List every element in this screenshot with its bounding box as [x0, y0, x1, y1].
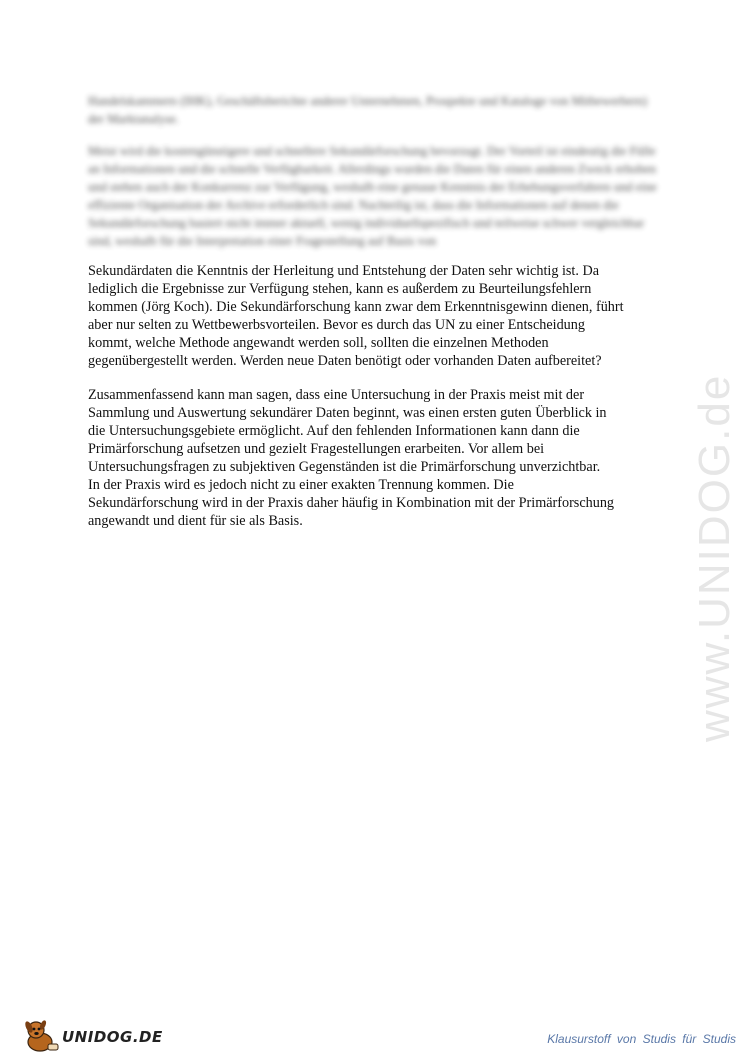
- text-line: kommt, welche Methode angewandt werden soll, sollten die einzelnen Methoden: [88, 335, 549, 351]
- text-line: Sekundärforschung wird in der Praxis daher häufig in Kombination mit der Primärforschung: [88, 495, 615, 511]
- text-line: kommen (Jörg Koch). Die Sekundärforschung kann zwar dem Erkenntnisgewinn dienen, führt: [88, 299, 624, 315]
- text-line: Sekundärdaten die Kenntnis der Herleitung und Entstehung der Daten sehr wichtig ist. Da: [88, 263, 600, 279]
- footer-tagline: Klausurstoff von Studis für Studis: [547, 1032, 736, 1046]
- dog-icon: [22, 1018, 62, 1054]
- blurred-text: Handelskammern (IHK), Geschäftsberichte anderer Unternehmen, Prospekte und Kataloge von Mitbewerbern) der Marktanalyse.: [88, 94, 648, 126]
- text-line: Sammlung und Auswertung sekundärer Daten beginnt, was einen ersten guten Überblick in: [88, 405, 607, 421]
- text-line: aber nur selten zu Wettbewerbsvorteilen. Bevor es durch das UN zu einer Entscheidung: [88, 317, 585, 333]
- blurred-paragraph: [88, 142, 660, 250]
- logo-text: UNIDOG.DE: [62, 1028, 163, 1046]
- text-line: die Untersuchungsgebiete ermöglicht. Auf den fehlenden Informationen kann dann die: [88, 423, 580, 439]
- text-line: gegenübergestellt werden. Werden neue Daten benötigt oder vorhanden Daten aufbereitet?: [88, 353, 602, 369]
- paragraph-2: [88, 386, 668, 530]
- paragraph-1: [88, 262, 668, 370]
- text-line: angewandt und dient für sie als Basis.: [88, 513, 303, 529]
- text-line: Untersuchungsfragen zu subjektiven Gegenständen ist die Primärforschung unverzichtbar.: [88, 459, 601, 475]
- watermark: www.UNIDOG.de: [690, 373, 739, 742]
- blurred-paragraph: [88, 92, 660, 128]
- blurred-text: Meist wird die kostengünstigere und schnellere Sekundärforschung bevorzugt. Der Vorteil ist eindeutig die Fülle an Informationen und die schnelle Verfügbarkeit. Allerdings wurden die Daten für einen anderen Zweck erhoben und stehen auch der Konkurrenz zur Verfügung, weshalb eine genaue Kenntnis der Erhebungsverfahren und eine effiziente Organisation der Archive erforderlich sind. Nachteilig ist, dass die Informationen auf denen die Sekundärforschung basiert nicht immer aktuell, wenig individuellspezifisch und teilweise schwer vergleichbar sind, weshalb für die Interpretation einer Fragestellung auf Basis von: [88, 144, 657, 248]
- text-line: Primärforschung aufsetzen und gezielt Fragestellungen erarbeiten. Vor allem bei: [88, 441, 545, 457]
- text-line: In der Praxis wird es jedoch nicht zu einer exakten Trennung kommen. Die: [88, 477, 514, 493]
- text-line: Zusammenfassend kann man sagen, dass eine Untersuchung in der Praxis meist mit der: [88, 387, 585, 403]
- unidog-logo[interactable]: [22, 1018, 162, 1054]
- text-line: lediglich die Ergebnisse zur Verfügung stehen, kann es außerdem zu Beurteilungsfehlern: [88, 281, 592, 297]
